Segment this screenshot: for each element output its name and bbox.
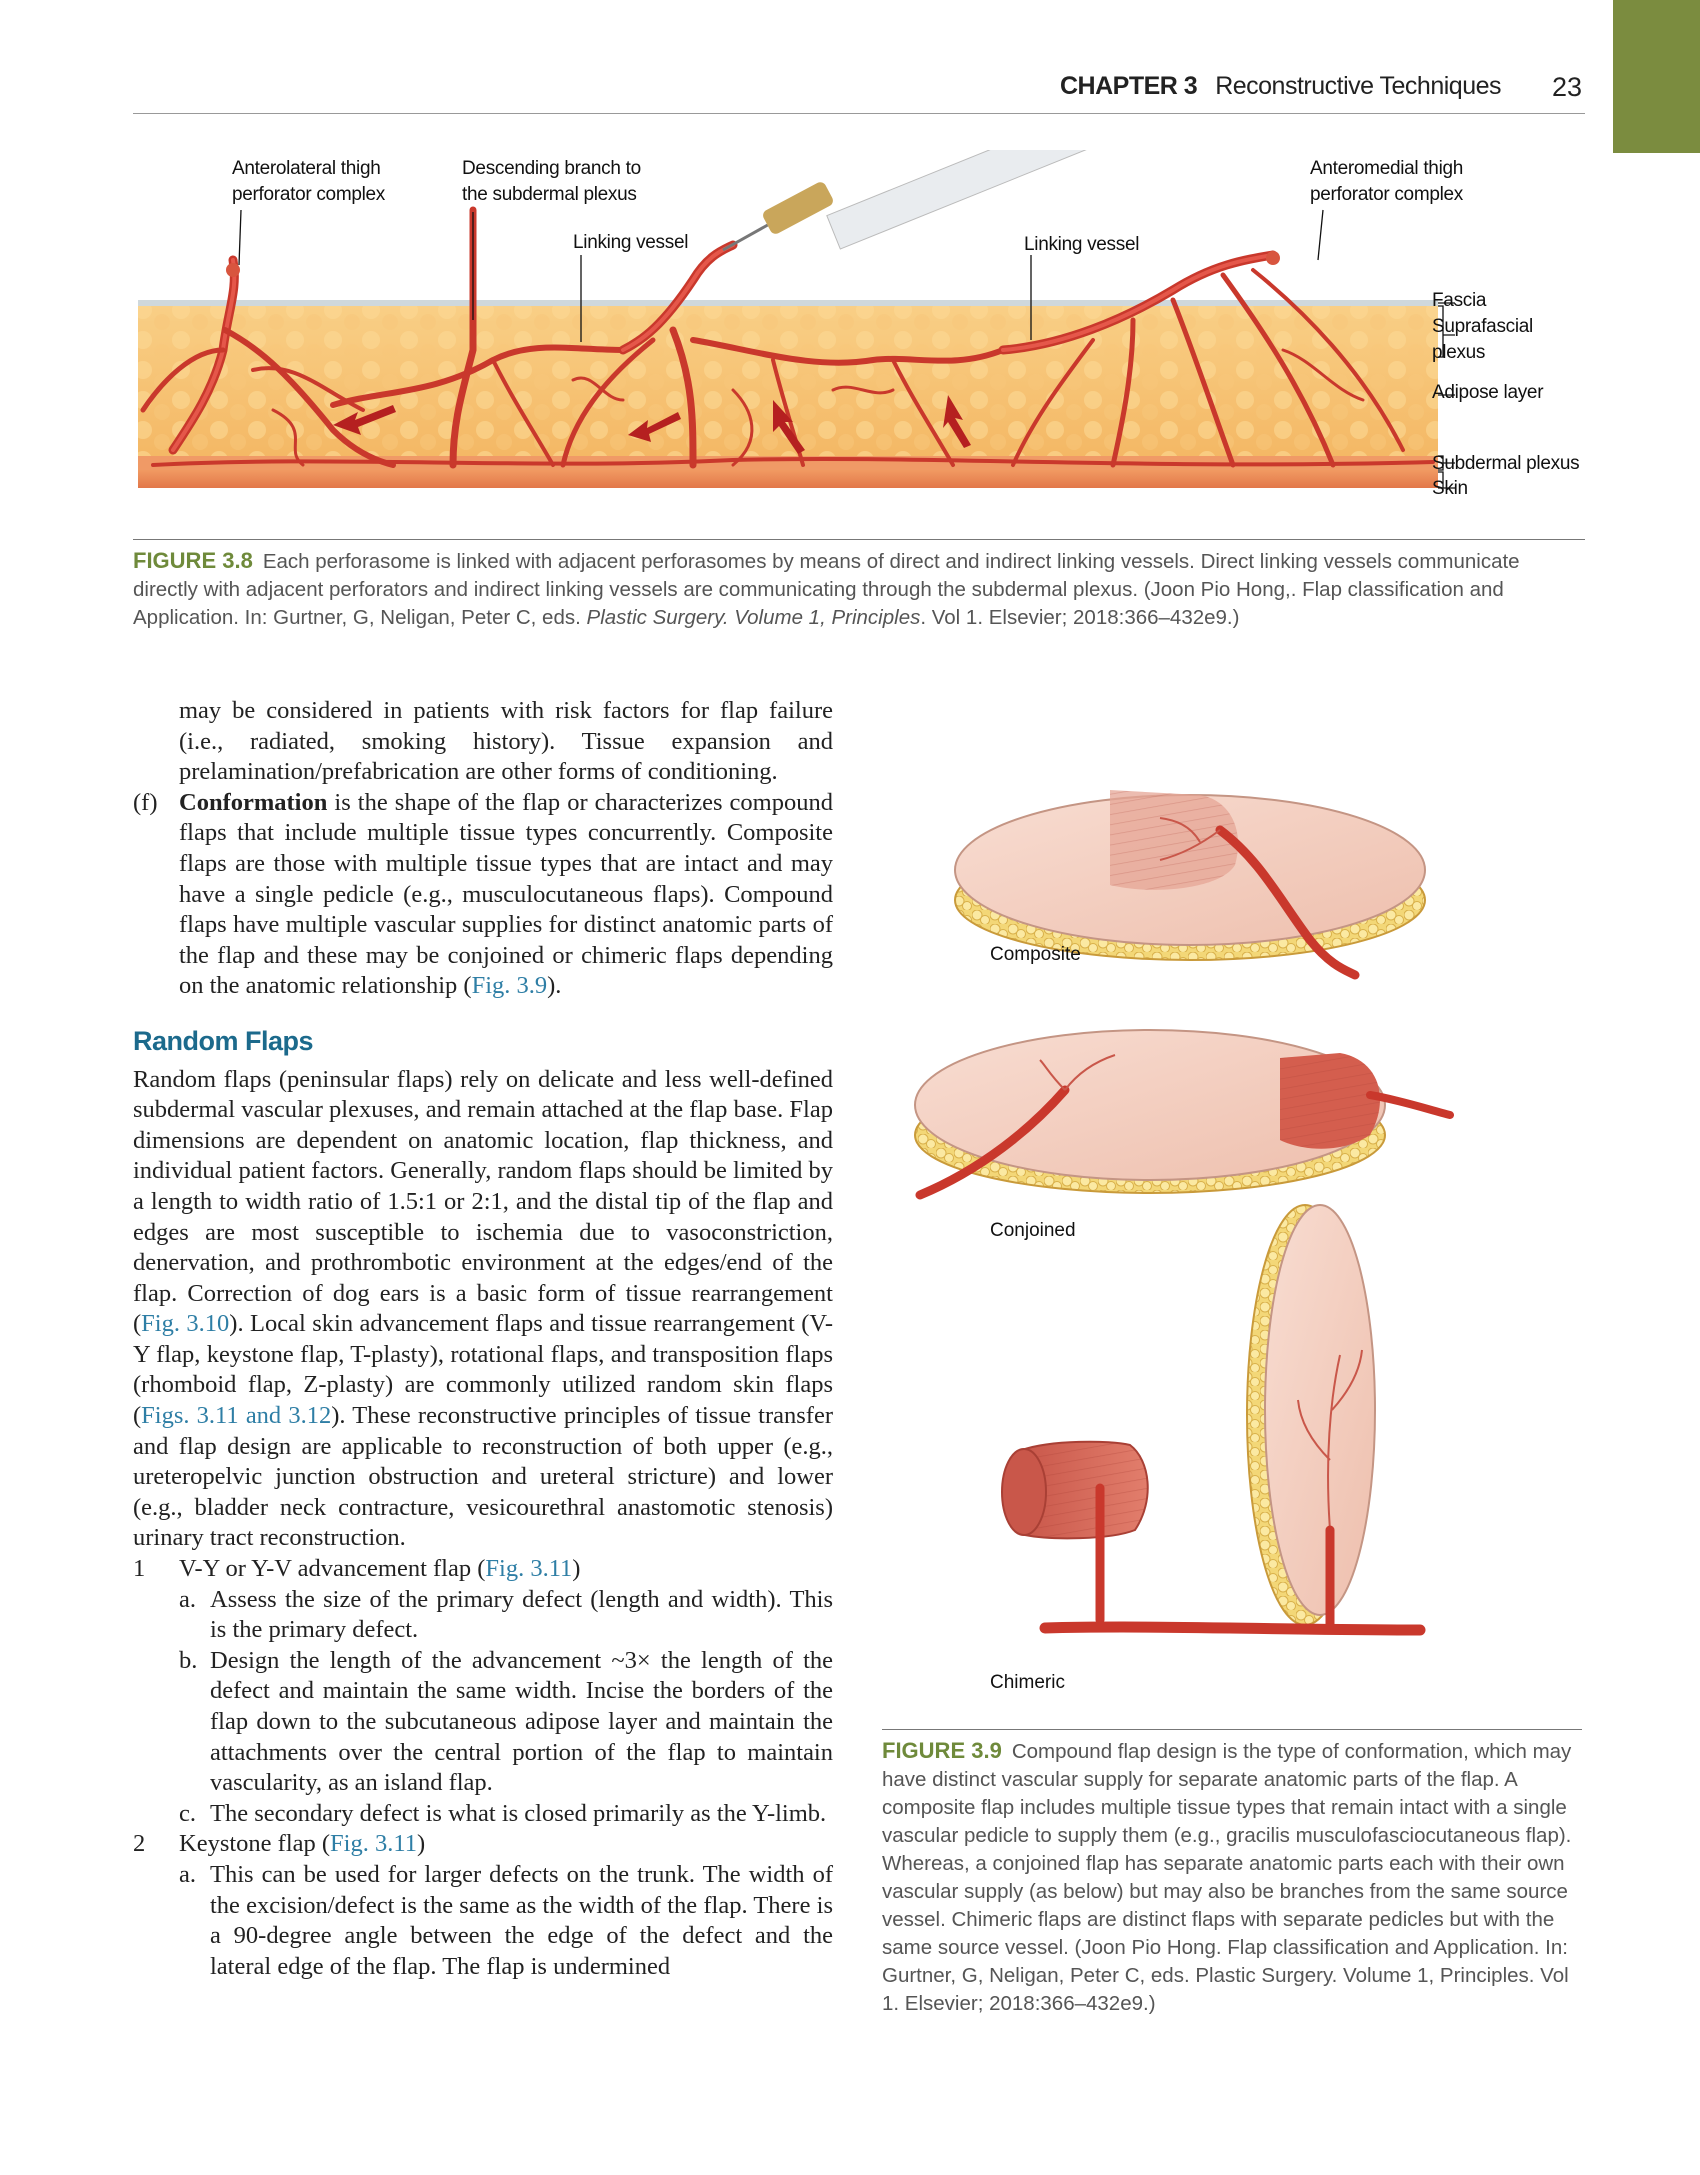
- vy-flap-title-end: ): [572, 1555, 581, 1583]
- label-linking-vessel-right: Linking vessel: [1024, 234, 1140, 255]
- chapter-title: Reconstructive Techniques: [1215, 72, 1502, 100]
- label-suprafascial-plexus: [1432, 314, 1533, 366]
- label-composite: Composite: [990, 944, 1081, 965]
- label-amt-line1: Anteromedial thigh: [1310, 158, 1464, 179]
- alt-perforator-tie: [226, 263, 240, 277]
- label-descending-line2: the subdermal plexus: [462, 184, 637, 205]
- skin-layer: [138, 470, 1438, 488]
- list-item-1a: [133, 1585, 833, 1646]
- figure-3-8-caption-italic: Plastic Surgery. Volume 1, Principles: [586, 606, 921, 629]
- label-fascia: Fascia: [1432, 290, 1487, 311]
- list-text-2a: This can be used for larger defects on the trunk. The width of the excision/defect is the same as the width of the flap. There is a 90-degree angle between the edge of the defect and the lateral edge of the flap. The flap is undermined: [210, 1860, 833, 1980]
- label-alt-line2: perforator complex: [232, 184, 386, 205]
- keystone-title-end: ): [416, 1830, 426, 1858]
- label-adipose-layer: Adipose layer: [1432, 382, 1544, 403]
- list-number-1: 1: [133, 1555, 146, 1583]
- list-text-1a: Assess the size of the primary defect (length and width). This is the primary defect.: [210, 1585, 833, 1644]
- conjoined-flap: [915, 1030, 1450, 1195]
- conformation-item: [133, 788, 833, 1002]
- vy-flap-title: V-Y or Y-V advancement flap (: [179, 1555, 486, 1583]
- left-column: [133, 696, 833, 1982]
- list-item-1c: [133, 1799, 833, 1830]
- figs-3-11-3-12-link[interactable]: Figs. 3.11 and 3.12: [141, 1402, 332, 1430]
- label-conjoined: Conjoined: [990, 1220, 1076, 1241]
- conformation-text: is the shape of the flap or characterizes compound flaps that include multiple tissue types concurrently. Composite flaps are those with multiple tissue types that are intact and may have a single pedicle (e.g., musculocutaneous flaps). Compound flaps have multiple vascular supplies for distinct anatomic parts of the flap and these may be conjoined or chimeric flaps depending on the anatomic relationship (: [179, 788, 833, 1000]
- conformation-term: Conformation: [179, 788, 328, 816]
- list-number-2: 2: [133, 1830, 146, 1858]
- list-text-1b: Design the length of the advancement ~3× the length of the defect and maintain the same width. Incise the borders of the flap down to the subcutaneous adipose layer and maintain the attachments over the central portion of the flap to maintain vascularity, as an island flap.: [210, 1646, 833, 1797]
- label-amt-perforator: [1310, 156, 1463, 208]
- label-linking-vessel-left: Linking vessel: [573, 232, 689, 253]
- list-item-vy-flap: [133, 1554, 833, 1585]
- random-flaps-text-2: ). Local skin advancement flaps and tissue rearrangement (V-Y flap, keystone flap, T-plasty), rotational flaps, and transposition flaps (rhomboid flap, Z-plasty) are commonly utilized random skin flaps (: [133, 1310, 833, 1430]
- random-flaps-heading: Random Flaps: [133, 1025, 314, 1056]
- compound-flap-illustration: [900, 770, 1480, 1730]
- chapter-label: CHAPTER 3: [1060, 72, 1198, 100]
- fig-3-9-link[interactable]: Fig. 3.9: [471, 972, 548, 1000]
- figure-3-8-caption: [133, 547, 1585, 632]
- label-chimeric: Chimeric: [990, 1672, 1065, 1693]
- page-number: 23: [1552, 72, 1583, 102]
- figure-3-8-caption-text: Each perforasome is linked with adjacent perforasomes by means of direct and indirect linking vessels. Direct linking vessels communicate directly with adjacent perforators and indirect linking vessels are communicating through the subdermal plexus. (Joon Pio Hong,. Flap classification and Application. In: Gurtner, G, Neligan, Peter C, eds.: [133, 550, 1520, 629]
- figure-3-8-caption-rule: [133, 539, 1585, 540]
- keystone-fig-3-11-link[interactable]: Fig. 3.11: [330, 1830, 417, 1858]
- label-descending-branch: [462, 156, 641, 208]
- conditioning-paragraph: may be considered in patients with risk factors for flap failure (i.e., radiated, smoking history). Tissue expansion and prelamination/prefabrication are other forms of conditioning.: [179, 697, 833, 786]
- list-marker-1c: c.: [179, 1799, 196, 1827]
- label-alt-perforator: [232, 156, 385, 208]
- label-alt-line1: Anterolateral thigh: [232, 158, 381, 179]
- figure-3-8-label: FIGURE 3.8: [133, 548, 253, 573]
- random-flaps-text-3: ). These reconstructive principles of tissue transfer and flap design are applicable to reconstruction of both upper (e.g., ureteropelvic junction obstruction and ureteral stricture) and lower (e.g., bladder neck contracture, vesicourethral anastomotic stenosis) urinary tract reconstruction.: [133, 1402, 833, 1552]
- chapter-color-tab: [1613, 0, 1700, 153]
- list-text-1c: The secondary defect is what is closed primarily as the Y-limb.: [210, 1799, 827, 1827]
- fig-3-10-link[interactable]: Fig. 3.10: [141, 1310, 230, 1338]
- list-marker-1a: a.: [179, 1585, 196, 1613]
- label-amt-line2: perforator complex: [1310, 184, 1464, 205]
- label-suprafascial-line2: plexus: [1432, 342, 1486, 363]
- running-head: [1060, 72, 1501, 101]
- conformation-marker: (f): [133, 788, 158, 816]
- list-marker-1b: b.: [179, 1646, 198, 1674]
- figure-3-9-caption: [882, 1737, 1585, 2018]
- keystone-title: Keystone flap (: [179, 1830, 331, 1858]
- header-rule: [133, 113, 1585, 114]
- label-subdermal-plexus: Subdermal plexus: [1432, 453, 1580, 474]
- amt-perforator-tie: [1266, 251, 1280, 265]
- figure-3-9-caption-text: Compound flap design is the type of conformation, which may have distinct vascular supply for separate anatomic parts of the flap. A composite flap includes multiple tissue types that remain intact with a single vascular pedicle to supply them (e.g., gracilis musculofasciocutaneous flap). Whereas, a conjoined flap has separate anatomic parts each with their own vascular supply (as below) but may also be branches from the same source vessel. Chimeric flaps are distinct flaps with separate pedicles but with the same source vessel. (Joon Pio Hong. Flap classification and Application. In: Gurtner, G, Neligan, Peter C, eds. Plastic Surgery. Volume 1, Principles. Vol 1. Elsevier; 2018:366–432e9.): [882, 1740, 1572, 2015]
- chimeric-flap: [1002, 1205, 1420, 1630]
- random-flaps-paragraph: [133, 1065, 833, 1555]
- figure-3-9-label: FIGURE 3.9: [882, 1738, 1002, 1763]
- figure-3-8-caption-tail: . Vol 1. Elsevier; 2018:366–432e9.): [920, 606, 1240, 629]
- random-flaps-text-1: Random flaps (peninsular flaps) rely on delicate and less well-defined subdermal vascular plexuses, and remain attached at the flap base. Flap dimensions are dependent on anatomic location, flap thickness, and individual patient factors. Generally, random flaps should be limited by a length to width ratio of 1.5:1 or 2:1, and the distal tip of the flap and edges are most susceptible to ischemia due to vasoconstriction, denervation, and prothrombotic environment at the edges/end of the flap. Correction of dog ears is a basic form of tissue rearrangement (: [133, 1065, 833, 1338]
- label-suprafascial-line1: Suprafascial: [1432, 316, 1533, 337]
- label-skin: Skin: [1432, 478, 1468, 499]
- list-item-1b: [133, 1646, 833, 1799]
- figure-3-9-caption-rule: [882, 1729, 1582, 1730]
- list-item-2a: [133, 1860, 833, 1982]
- vy-fig-3-11-link[interactable]: Fig. 3.11: [485, 1555, 573, 1583]
- label-descending-line1: Descending branch to: [462, 158, 641, 179]
- conformation-end: ).: [547, 972, 562, 1000]
- list-marker-2a: a.: [179, 1860, 196, 1888]
- list-item-keystone: [133, 1829, 833, 1860]
